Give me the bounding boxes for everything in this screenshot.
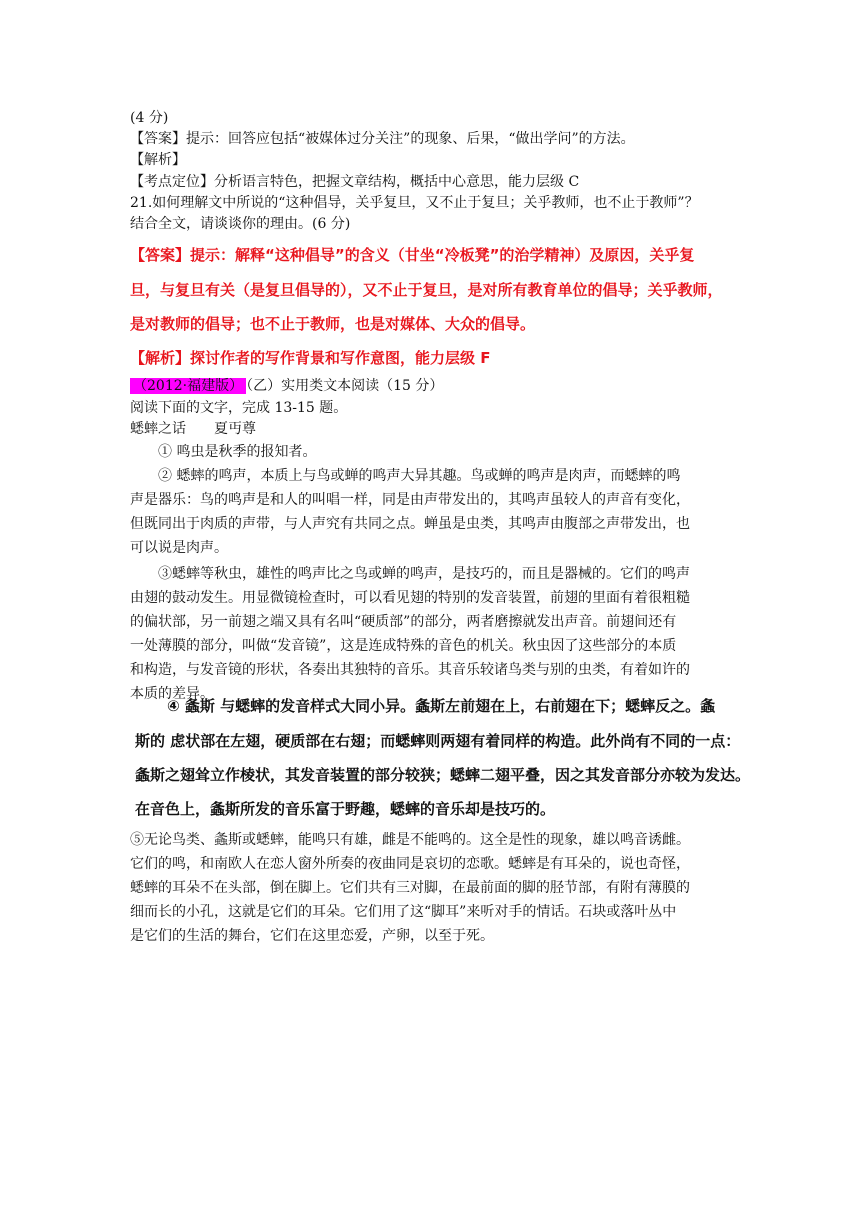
- paragraph-5-line: ⑤无论鸟类、螽斯或蟋蟀，能鸣只有雄，雌是不能鸣的。这全是性的现象，雄以鸣音诱雌。: [130, 832, 690, 848]
- paragraph-3-line: 一处薄膜的部分，叫做“发音镜”，这是连成特殊的音色的机关。秋虫因了这些部分的本质: [130, 638, 677, 654]
- red-answer-line-2: 旦，与复旦有关（是复旦倡导的），又不止于复旦，是对所有教育单位的倡导；关乎教师，: [130, 281, 723, 299]
- paragraph-3-line: 由翅的鼓动发生。用显微镜检查时，可以看见翅的特别的发音装置，前翅的里面有着很粗糙: [130, 590, 690, 606]
- paragraph-3-line: 和构造，与发音镜的形状，各奏出其独特的音乐。其音乐较诸鸟类与别的虫类，有着如许的: [130, 662, 690, 678]
- section-title: （乙）实用类文本阅读（15 分）: [246, 378, 444, 394]
- section-heading: [130, 376, 443, 396]
- paragraph-5-line: 蟋蟀的耳朵不在头部，倒在脚上。它们共有三对脚，在最前面的脚的胫节部，有附有薄膜的: [130, 880, 690, 896]
- paragraph-4-line: 斯的 虑状部在左翅，硬质部在右翅；而蟋蟀则两翅有着同样的构造。此外尚有不同的一点：: [135, 732, 741, 750]
- red-answer-line-1: 【答案】提示：解释“这种倡导”的含义（甘坐“冷板凳”的治学精神）及原因，关乎复: [130, 246, 695, 264]
- answer-line: 【答案】提示：回答应包括“被媒体过分关注”的现象、后果，“做出学问”的方法。: [130, 131, 635, 147]
- paragraph-2-line: ② 蟋蟀的鸣声，本质上与鸟或蝉的鸣声大异其趣。鸟或蝉的鸣声是肉声，而蟋蟀的鸣: [158, 468, 681, 484]
- paragraph-2-line: 声是器乐：鸟的鸣声是和人的叫唱一样，同是由声带发出的，其鸣声虽较人的声音有变化，: [130, 492, 690, 508]
- reading-instruction: 阅读下面的文字，完成 13-15 题。: [130, 400, 348, 416]
- paragraph-3-line: 本质的差异。: [130, 686, 214, 702]
- analysis-label: 【解析】: [130, 152, 186, 168]
- source-tag: （2012·福建版）: [130, 378, 246, 394]
- paragraph-3-line: ③蟋蟀等秋虫，雄性的鸣声比之鸟或蝉的鸣声，是技巧的，而且是器械的。它们的鸣声: [158, 566, 690, 582]
- paragraph-5-line: 它们的鸣，和南欧人在恋人窗外所奏的夜曲同是哀切的恋歌。蟋蟀是有耳朵的，说也奇怪，: [130, 856, 690, 872]
- question-21-cont: 结合全文，请谈谈你的理由。(6 分): [130, 216, 351, 232]
- paragraph-5-line: 是它们的生活的舞台，它们在这里恋爱，产卵，以至于死。: [130, 928, 494, 944]
- paragraph-3-line: 的偏状部，另一前翅之端又具有名叫“硬质部”的部分，两者磨擦就发出声音。前翅间还有: [130, 614, 677, 630]
- article-title: 蟋蟀之话 夏丏尊: [130, 421, 256, 437]
- paragraph-1: ① 鸣虫是秋季的报知者。: [158, 444, 317, 460]
- paragraph-5-line: 细而长的小孔，这就是它们的耳朵。它们用了这“脚耳”来听对手的情话。石块或落叶丛中: [130, 904, 677, 920]
- paragraph-2-line: 可以说是肉声。: [130, 540, 228, 556]
- paragraph-4-line: ④ 螽斯 与蟋蟀的发音样式大同小异。螽斯左前翅在上，右前翅在下；蟋蟀反之。螽: [167, 697, 716, 715]
- question-21: 21.如何理解文中所说的“这种倡导，关乎复旦，又不止于复旦；关乎教师，也不止于教师”？: [130, 195, 699, 211]
- paragraph-2-line: 但既同出于肉质的声带，与人声究有共同之点。蝉虽是虫类，其鸣声由腹部之声带发出，也: [130, 516, 690, 532]
- red-answer-line-3: 是对教师的倡导；也不止于教师，也是对媒体、大众的倡导。: [130, 315, 536, 333]
- paragraph-4-line: 在音色上，螽斯所发的音乐富于野趣，蟋蟀的音乐却是技巧的。: [135, 800, 556, 818]
- red-analysis-line: 【解析】探讨作者的写作背景和写作意图，能力层级 F: [130, 349, 491, 367]
- key-point-line: 【考点定位】分析语言特色，把握文章结构，概括中心意思，能力层级 C: [130, 174, 580, 190]
- paragraph-4-line: 螽斯之翅耸立作棱状，其发音装置的部分较狭；蟋蟀二翅平叠，因之其发音部分亦较为发达。: [135, 766, 751, 784]
- score-note: (4 分): [130, 110, 169, 126]
